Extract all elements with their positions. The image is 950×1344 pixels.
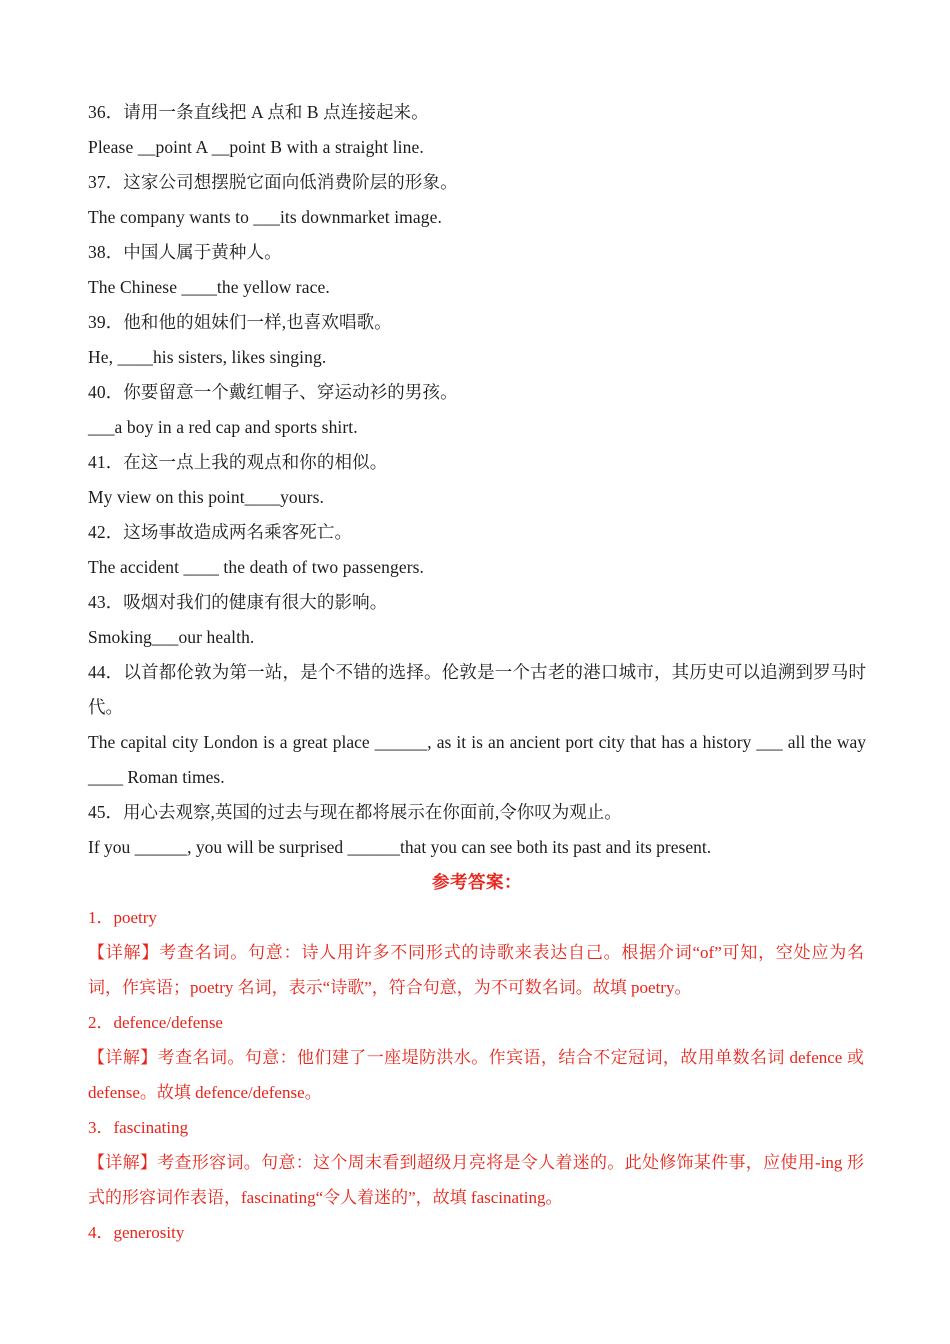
answer-1-detail: 【详解】考查名词。句意：诗人用许多不同形式的诗歌来表达自己。根据介词“of”可知，空处应为名词，作宾语；poetry 名词，表示“诗歌”，符合句意，为不可数名词。故填 poetry。 bbox=[88, 943, 865, 997]
question-41-english: My view on this point____yours. bbox=[88, 487, 324, 507]
question-37-english: The company wants to ___its downmarket image. bbox=[88, 207, 442, 227]
question-42-chinese: 42．这场事故造成两名乘客死亡。 bbox=[88, 522, 353, 542]
answer-2-key: 2．defence/defense bbox=[88, 1013, 223, 1032]
question-38-chinese: 38．中国人属于黄种人。 bbox=[88, 242, 282, 262]
question-40-chinese: 40．你要留意一个戴红帽子、穿运动衫的男孩。 bbox=[88, 382, 458, 402]
question-42-english: The accident ____ the death of two passengers. bbox=[88, 557, 425, 577]
answer-2-detail: 【详解】考查名词。句意：他们建了一座堤防洪水。作宾语，结合不定冠词，故用单数名词 defence 或 defense。故填 defence/defense。 bbox=[88, 1048, 869, 1102]
answer-3-detail: 【详解】考查形容词。句意：这个周末看到超级月亮将是令人着迷的。此处修饰某件事，应使用-ing 形式的形容词作表语，fascinating“令人着迷的”，故填 fascinating。 bbox=[88, 1153, 864, 1207]
answer-1-key: 1．poetry bbox=[88, 908, 157, 927]
answer-3-key: 3．fascinating bbox=[88, 1118, 189, 1137]
question-43-english: Smoking___our health. bbox=[88, 627, 255, 647]
question-36-chinese: 36．请用一条直线把 A 点和 B 点连接起来。 bbox=[88, 102, 429, 122]
question-44-chinese: 44．以首都伦敦为第一站，是个不错的选择。伦敦是一个古老的港口城市，其历史可以追溯到罗马时代。 bbox=[88, 662, 866, 717]
question-37-chinese: 37．这家公司想摆脱它面向低消费阶层的形象。 bbox=[88, 172, 458, 192]
question-36-english: Please __point A __point B with a straight line. bbox=[88, 137, 424, 157]
question-38-english: The Chinese ____the yellow race. bbox=[88, 277, 330, 297]
question-41-chinese: 41．在这一点上我的观点和你的相似。 bbox=[88, 452, 388, 472]
question-45-chinese: 45．用心去观察,英国的过去与现在都将展示在你面前,令你叹为观止。 bbox=[88, 802, 622, 822]
question-40-english: ___a boy in a red cap and sports shirt. bbox=[88, 417, 358, 437]
answers-section-title: 参考答案： bbox=[432, 872, 522, 892]
question-45-english: If you ______, you will be surprised ______that you can see both its past and its present. bbox=[88, 837, 712, 857]
question-39-chinese: 39．他和他的姐妹们一样,也喜欢唱歌。 bbox=[88, 312, 392, 332]
question-43-chinese: 43．吸烟对我们的健康有很大的影响。 bbox=[88, 592, 388, 612]
page-content bbox=[88, 95, 875, 1250]
answer-4-key: 4．generosity bbox=[88, 1223, 185, 1242]
question-39-english: He, ____his sisters, likes singing. bbox=[88, 347, 327, 367]
question-44-english: The capital city London is a great place ______, as it is an ancient port city that has a history ___ all the way ____ Roman times. bbox=[88, 732, 875, 787]
